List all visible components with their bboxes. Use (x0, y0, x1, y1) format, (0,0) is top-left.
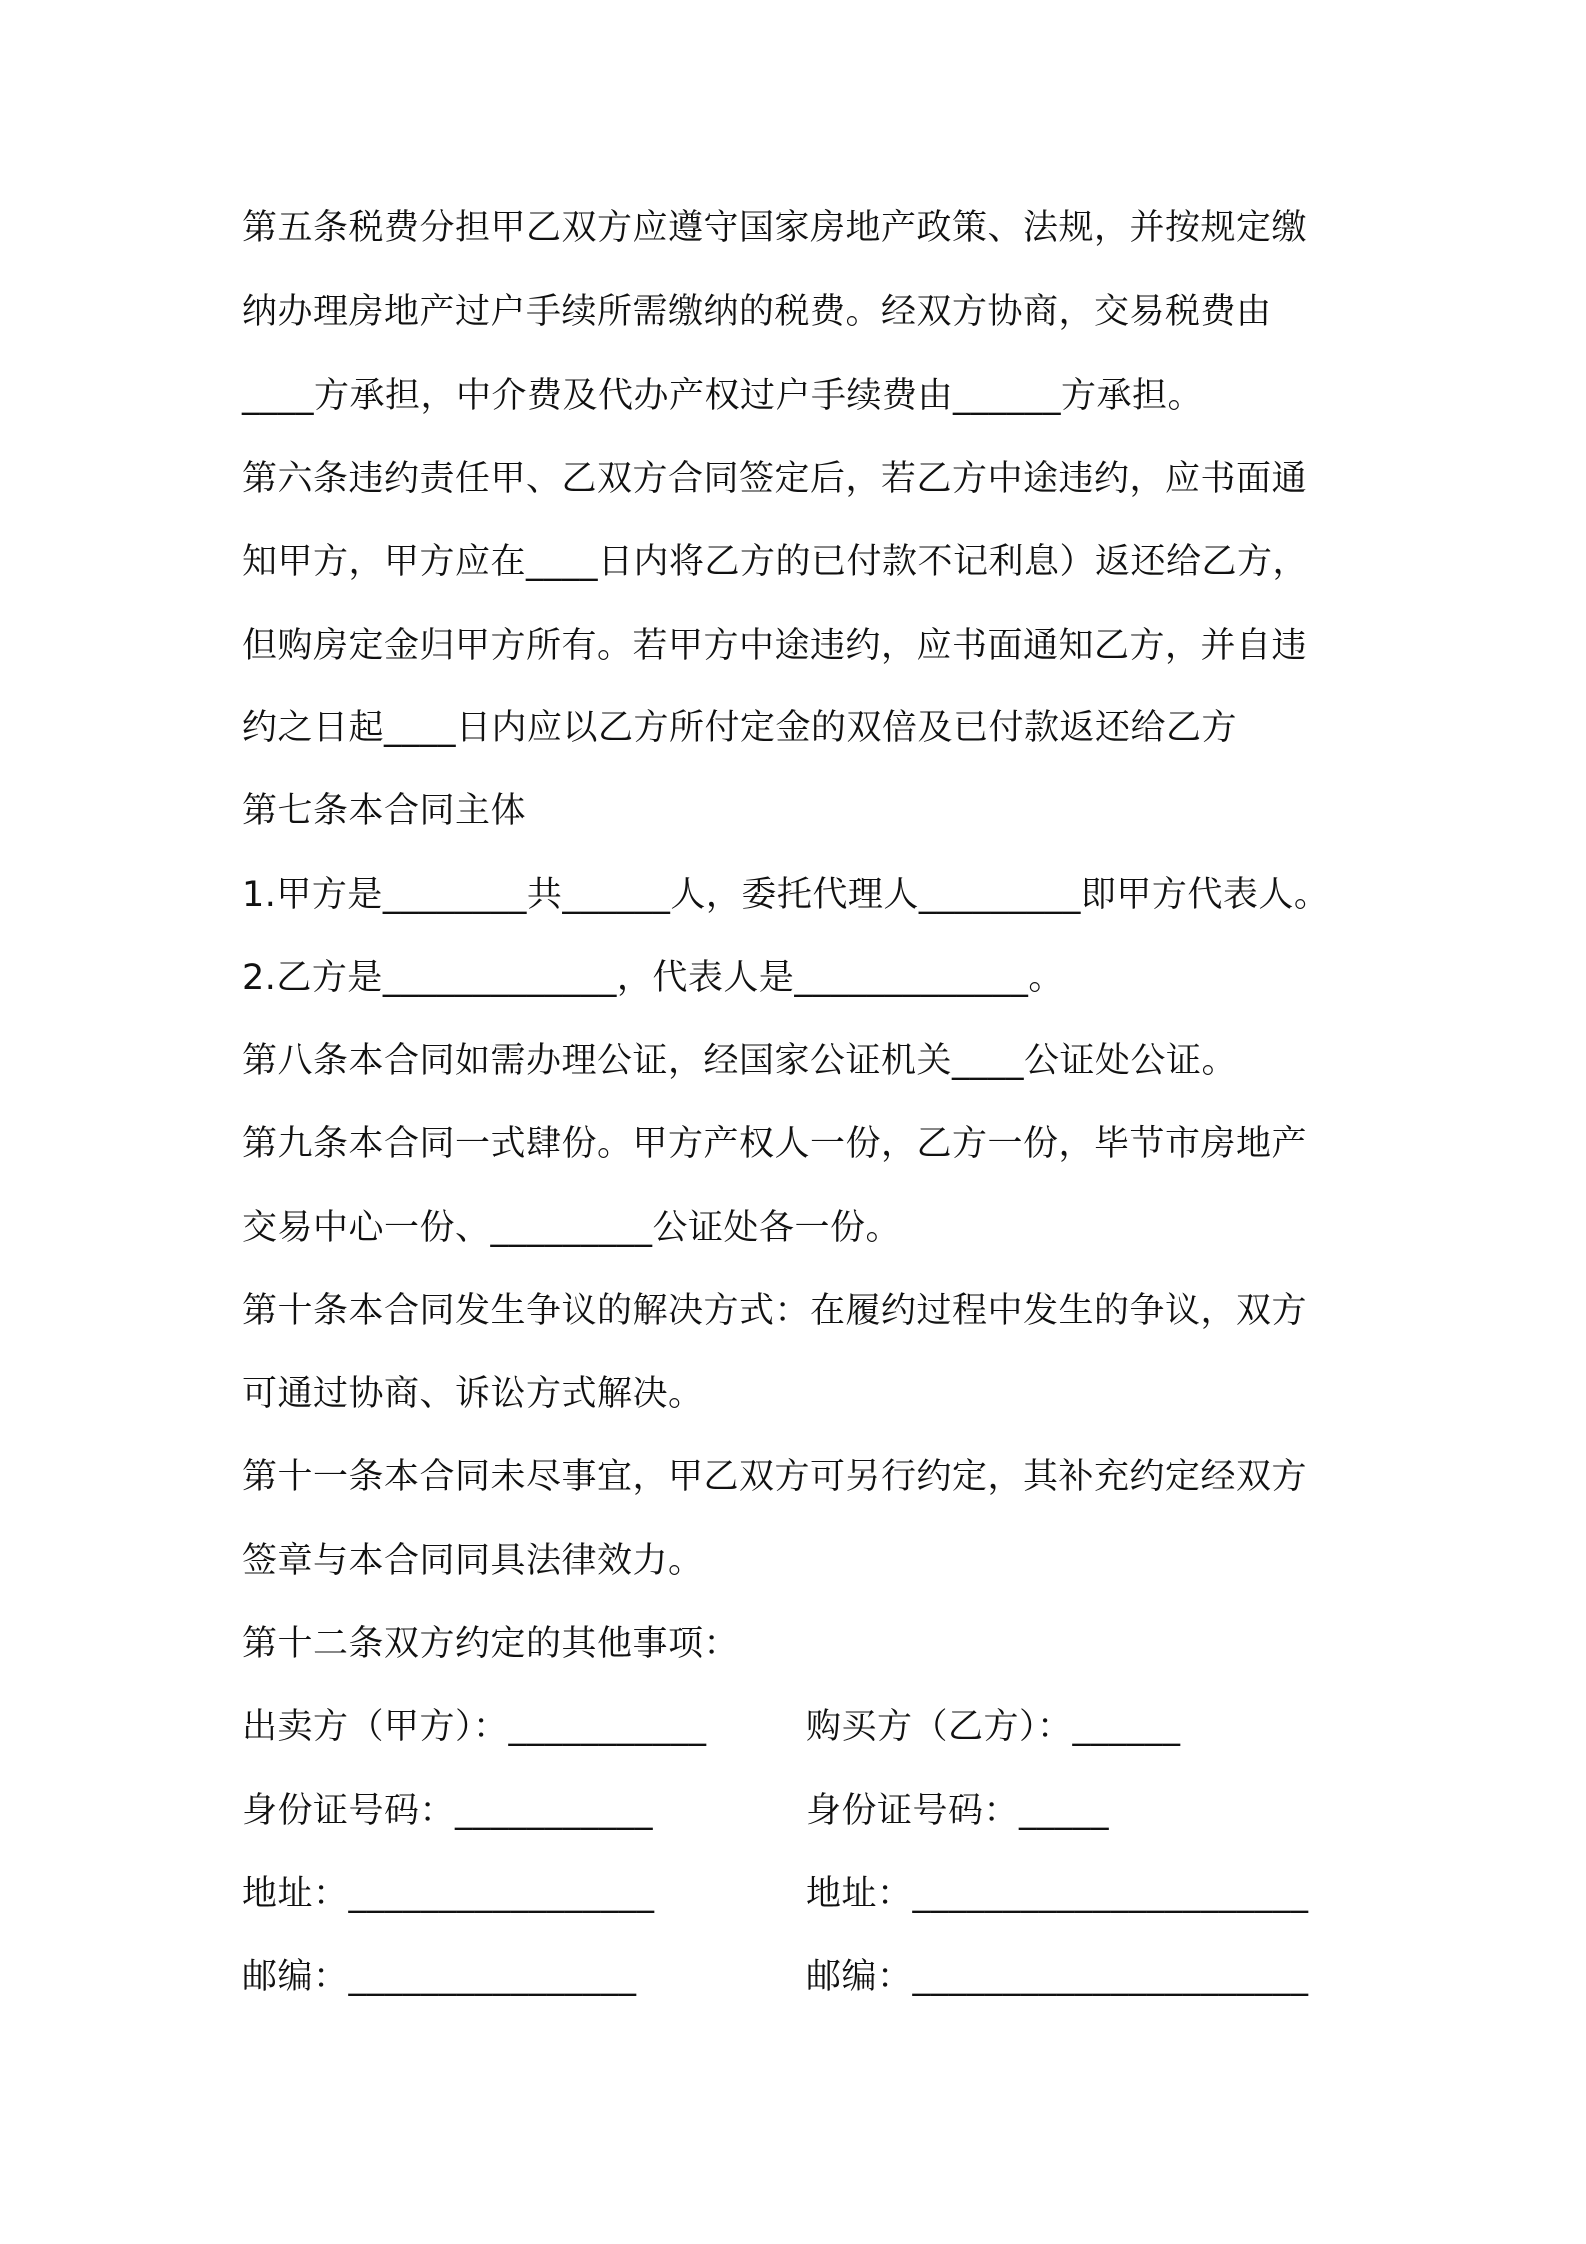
seller-id-number: 身份证号码：___________ (242, 1791, 654, 1831)
article-9-line-1: 第九条本合同一式肆份。甲方产权人一份，乙方一份，毕节市房地产 (242, 1124, 1308, 1164)
buyer-address: 地址：______________________ (806, 1874, 1309, 1914)
party-b-line: 2.乙方是_____________，代表人是_____________。 (242, 958, 1064, 998)
article-6-line-4: 约之日起____日内应以乙方所付定金的双倍及已付款返还给乙方 (242, 708, 1238, 748)
article-10-line-1: 第十条本合同发生争议的解决方式：在履约过程中发生的争议，双方 (242, 1291, 1308, 1331)
buyer-postcode: 邮编：______________________ (806, 1957, 1309, 1997)
seller-label: 出卖方（甲方）：___________ (242, 1707, 707, 1747)
article-11-line-1: 第十一条本合同未尽事宜，甲乙双方可另行约定，其补充约定经双方 (242, 1457, 1308, 1497)
seller-address: 地址：_________________ (242, 1874, 655, 1914)
article-5-line-2: 纳办理房地产过户手续所需缴纳的税费。经双方协商，交易税费由 (242, 292, 1272, 332)
article-9-line-2: 交易中心一份、_________公证处各一份。 (242, 1208, 902, 1248)
party-a-line: 1.甲方是________共______人，委托代理人_________即甲方代表人。 (242, 875, 1330, 915)
article-12-heading: 第十二条双方约定的其他事项： (242, 1624, 740, 1664)
article-5-line-3: ____方承担，中介费及代办产权过户手续费由______方承担。 (242, 376, 1204, 416)
buyer-id-number: 身份证号码：_____ (806, 1791, 1110, 1831)
seller-postcode: 邮编：________________ (242, 1957, 637, 1997)
article-5-line-1: 第五条税费分担甲乙双方应遵守国家房地产政策、法规，并按规定缴 (242, 208, 1308, 248)
article-11-line-2: 签章与本合同同具法律效力。 (242, 1541, 704, 1581)
article-6-line-1: 第六条违约责任甲、乙双方合同签定后，若乙方中途违约，应书面通 (242, 459, 1308, 499)
article-6-line-2: 知甲方，甲方应在____日内将乙方的已付款不记利息）返还给乙方， (242, 542, 1309, 582)
buyer-label: 购买方（乙方）：______ (806, 1707, 1181, 1747)
article-8-line: 第八条本合同如需办理公证，经国家公证机关____公证处公证。 (242, 1041, 1238, 1081)
article-7-heading: 第七条本合同主体 (242, 791, 527, 831)
article-10-line-2: 可通过协商、诉讼方式解决。 (242, 1374, 704, 1414)
article-6-line-3: 但购房定金归甲方所有。若甲方中途违约，应书面通知乙方，并自违 (242, 626, 1308, 666)
